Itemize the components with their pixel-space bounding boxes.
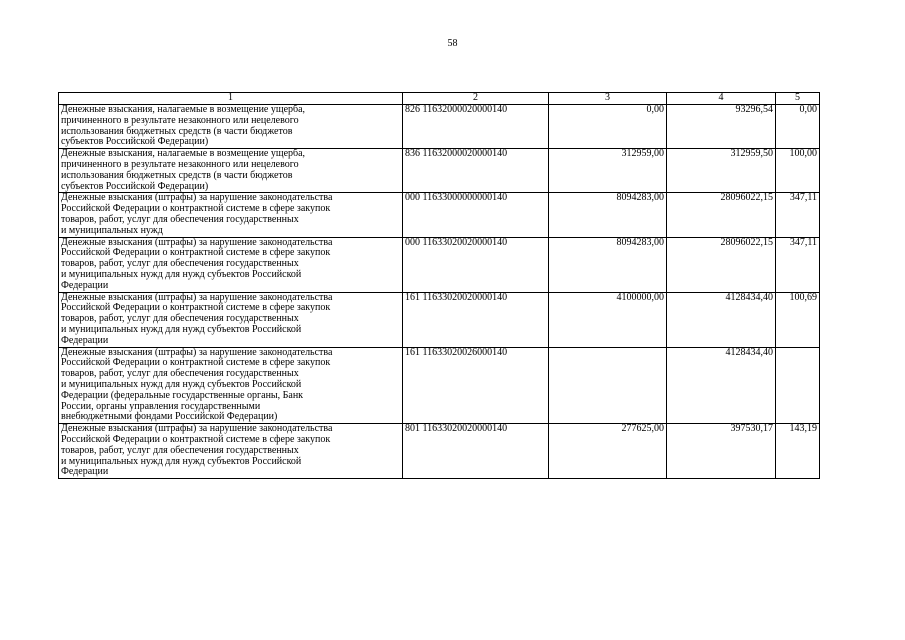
row-col5: 347,11: [776, 193, 820, 237]
row-name: Денежные взыскания, налагаемые в возмещение ущерба, причиненного в результате незаконного или нецелевого использования бюджетных средств (в части бюджетов субъектов Российской Федерации): [59, 149, 403, 193]
row-col3: 8094283,00: [549, 237, 667, 292]
row-col4: 4128434,40: [667, 347, 776, 424]
table-row: [59, 193, 820, 237]
row-col3: [549, 347, 667, 424]
row-col5: 143,19: [776, 424, 820, 479]
row-col4: 312959,50: [667, 149, 776, 193]
row-col4: 4128434,40: [667, 292, 776, 347]
column-header-5: 5: [776, 93, 820, 105]
row-code: 161 11633020026000140: [403, 347, 549, 424]
row-col5: [776, 347, 820, 424]
row-col3: 277625,00: [549, 424, 667, 479]
table-row: [59, 105, 820, 149]
row-name: Денежные взыскания (штрафы) за нарушение законодательства Российской Федерации о контрактной системе в сфере закупок товаров, работ, услуг для обеспечения государственных и муниципальных нужд: [59, 193, 403, 237]
table-row: [59, 149, 820, 193]
row-col5: 347,11: [776, 237, 820, 292]
page-number: 58: [447, 38, 458, 49]
row-col3: 312959,00: [549, 149, 667, 193]
row-col4: 28096022,15: [667, 193, 776, 237]
row-col4: 397530,17: [667, 424, 776, 479]
table-row: [59, 424, 820, 479]
column-header-3: 3: [549, 93, 667, 105]
row-name: Денежные взыскания (штрафы) за нарушение законодательства Российской Федерации о контрактной системе в сфере закупок товаров, работ, услуг для обеспечения государственных и муниципальных нужд для нужд субъектов Российской Федерации: [59, 237, 403, 292]
column-header-1: 1: [59, 93, 403, 105]
row-col3: 8094283,00: [549, 193, 667, 237]
row-name: Денежные взыскания, налагаемые в возмещение ущерба, причиненного в результате незаконного или нецелевого использования бюджетных средств (в части бюджетов субъектов Российской Федерации): [59, 105, 403, 149]
row-name: Денежные взыскания (штрафы) за нарушение законодательства Российской Федерации о контрактной системе в сфере закупок товаров, работ, услуг для обеспечения государственных и муниципальных нужд для нужд субъектов Российской Федерации: [59, 292, 403, 347]
column-header-4: 4: [667, 93, 776, 105]
row-col5: 100,69: [776, 292, 820, 347]
row-col4: 28096022,15: [667, 237, 776, 292]
row-code: 826 11632000020000140: [403, 105, 549, 149]
row-col5: 100,00: [776, 149, 820, 193]
row-col3: 4100000,00: [549, 292, 667, 347]
row-col4: 93296,54: [667, 105, 776, 149]
table-header-row: [59, 93, 820, 105]
table-row: [59, 347, 820, 424]
column-header-2: 2: [403, 93, 549, 105]
row-col5: 0,00: [776, 105, 820, 149]
table-row: [59, 292, 820, 347]
row-code: 000 11633000000000140: [403, 193, 549, 237]
row-code: 161 11633020020000140: [403, 292, 549, 347]
table-row: [59, 237, 820, 292]
row-col3: 0,00: [549, 105, 667, 149]
row-name: Денежные взыскания (штрафы) за нарушение законодательства Российской Федерации о контрактной системе в сфере закупок товаров, работ, услуг для обеспечения государственных и муниципальных нужд для нужд субъектов Российской Федерации: [59, 424, 403, 479]
row-code: 836 11632000020000140: [403, 149, 549, 193]
row-code: 000 11633020020000140: [403, 237, 549, 292]
row-code: 801 11633020020000140: [403, 424, 549, 479]
row-name: Денежные взыскания (штрафы) за нарушение законодательства Российской Федерации о контрактной системе в сфере закупок товаров, работ, услуг для обеспечения государственных и муниципальных нужд для нужд субъектов Российской Федерации (федеральные государственные органы, Банк России, органы управления государственными внебюджетными фондами Российской Федерации): [59, 347, 403, 424]
budget-table: [58, 92, 820, 479]
